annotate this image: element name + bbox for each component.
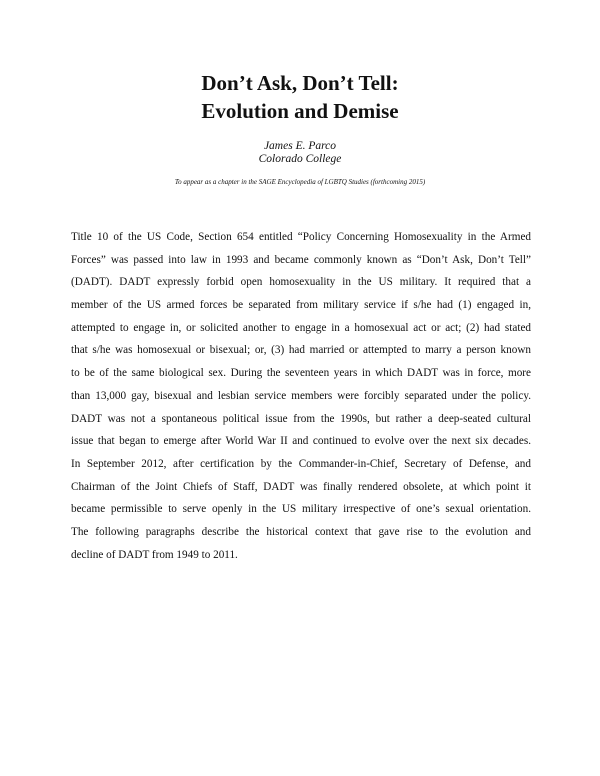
document-title bbox=[0, 69, 600, 125]
body-line: The following paragraphs describe the historical context that gave rise to the evolution and bbox=[71, 525, 531, 538]
body-line: DADT was not a spontaneous political issue from the 1990s, but rather a deep-seated cultural bbox=[71, 412, 531, 425]
publication-note: To appear as a chapter in the SAGE Encyclopedia of LGBTQ Studies (forthcoming 2015) bbox=[174, 178, 426, 186]
body-line: Title 10 of the US Code, Section 654 entitled “Policy Concerning Homosexuality in the Armed bbox=[71, 231, 531, 243]
body-line: to be of the same biological sex. During the seventeen years in which DADT was in force, more bbox=[71, 367, 531, 380]
body-line: issue that began to emerge after World War II and continued to evolve over the next six decades. bbox=[71, 435, 531, 448]
author-name: James E. Parco bbox=[263, 140, 337, 152]
title-line-2: Evolution and Demise bbox=[201, 99, 399, 123]
body-paragraph bbox=[71, 226, 531, 566]
body-line: decline of DADT from 1949 to 2011. bbox=[71, 548, 238, 561]
author-block bbox=[0, 140, 600, 166]
body-line: In September 2012, after certification by the Commander-in-Chief, Secretary of Defense, and bbox=[71, 457, 531, 470]
body-line: attempted to engage in, or solicited another to engage in a homosexual act or act; (2) had stated bbox=[71, 321, 531, 334]
author-affiliation: Colorado College bbox=[258, 153, 342, 165]
body-line: Forces” was passed into law in 1993 and became commonly known as “Don’t Ask, Don’t Tell” bbox=[71, 253, 531, 266]
title-line-1: Don’t Ask, Don’t Tell: bbox=[201, 71, 399, 95]
body-line: Chairman of the Joint Chiefs of Staff, DADT was finally rendered obsolete, at which point it bbox=[71, 480, 531, 493]
body-line: that s/he was homosexual or bisexual; or, (3) had married or attempted to marry a person known bbox=[71, 344, 531, 357]
body-line: (DADT). DADT expressly forbid open homosexuality in the US military. It required that a bbox=[71, 276, 531, 289]
body-line: than 13,000 gay, bisexual and lesbian service members were forcibly separated under the policy. bbox=[71, 389, 531, 402]
body-line: became permissible to serve openly in the US military irrespective of one’s sexual orientation. bbox=[71, 503, 531, 516]
body-line: member of the US armed forces be separated from military service if s/he had (1) engaged in, bbox=[71, 299, 531, 312]
